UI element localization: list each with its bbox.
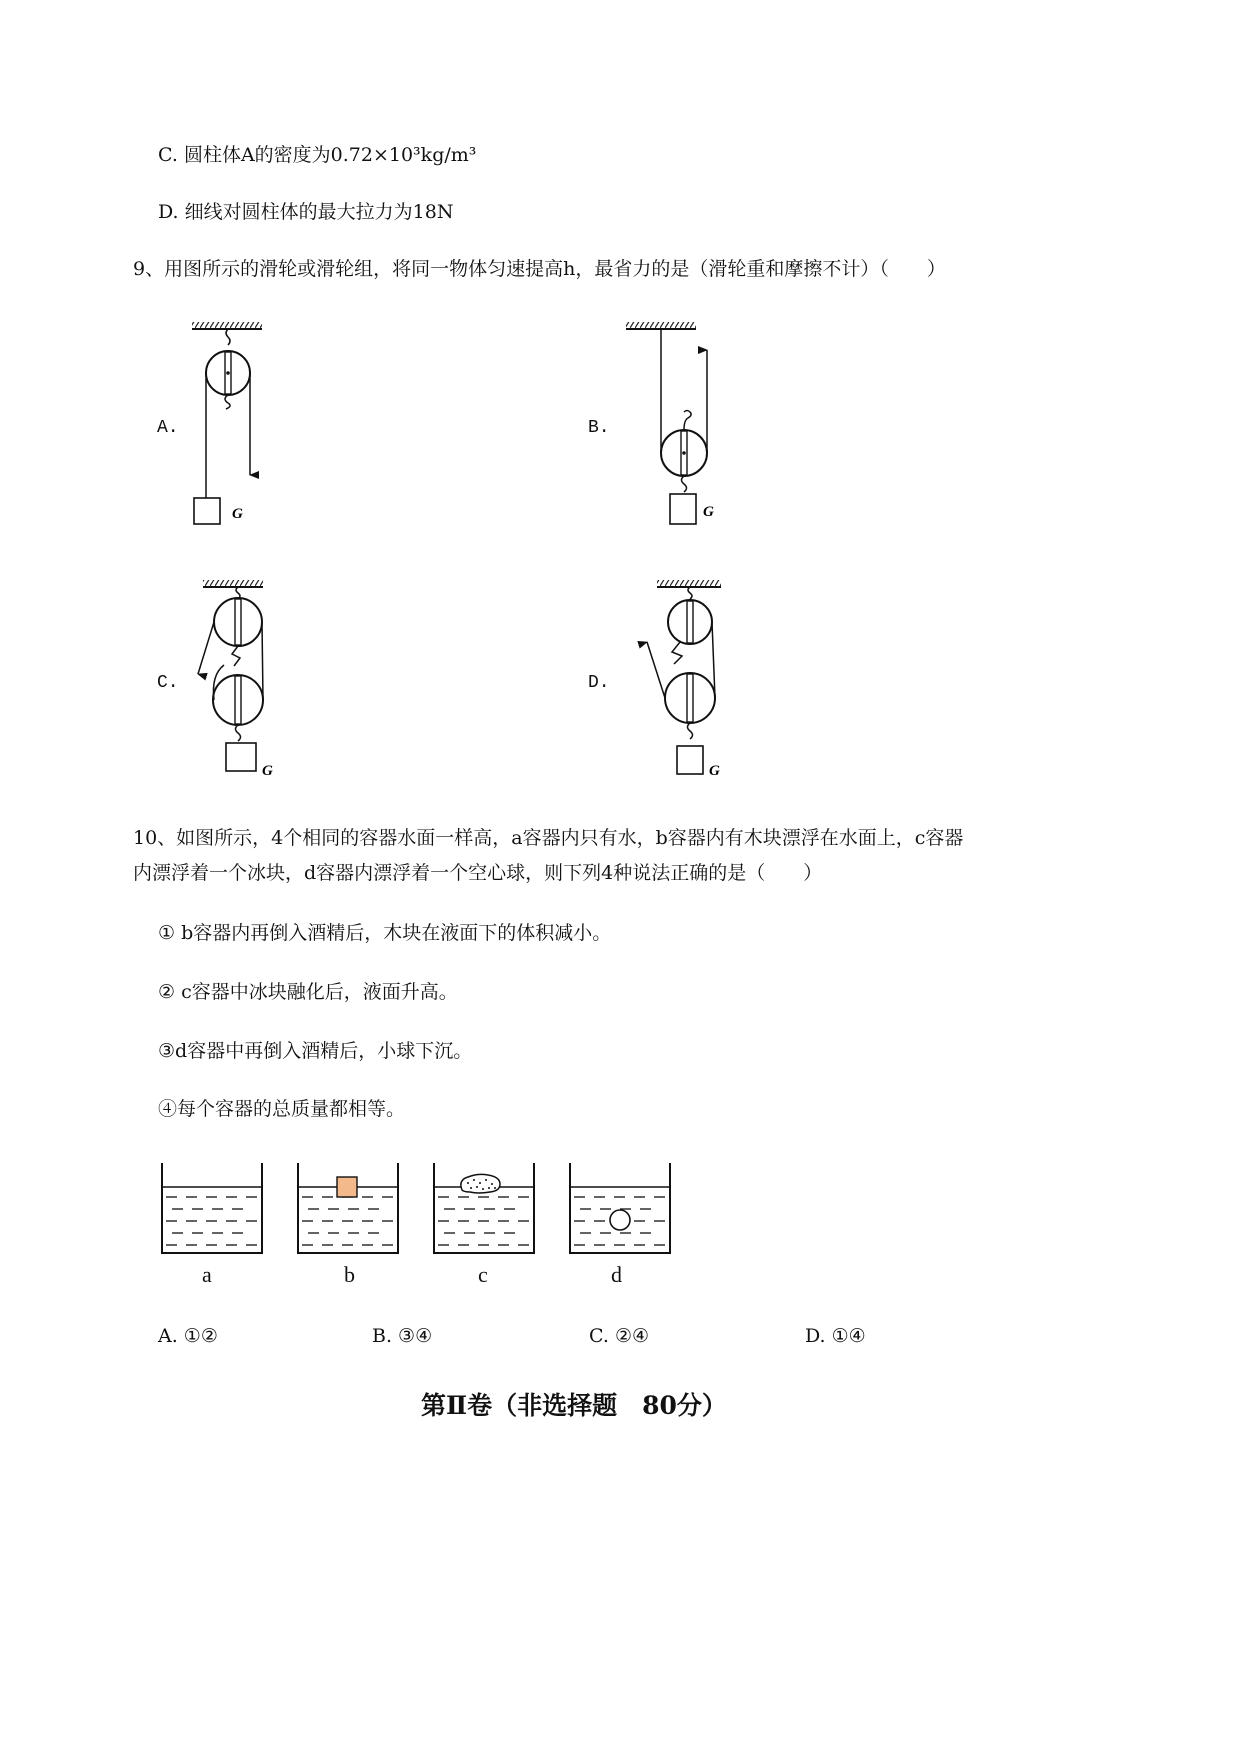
q9-option-a-label: A. bbox=[157, 418, 179, 438]
wood-block bbox=[337, 1177, 357, 1197]
weight-block bbox=[194, 498, 220, 524]
ceiling-hatch bbox=[192, 322, 262, 329]
container-label-d: d bbox=[611, 1262, 622, 1287]
container-label-b: b bbox=[344, 1262, 355, 1287]
container-label-c: c bbox=[478, 1262, 488, 1287]
statement-1: ① b容器内再倒入酒精后，木块在液面下的体积减小。 bbox=[158, 922, 612, 944]
q9-option-c-label: C. bbox=[157, 673, 179, 693]
container-label-a: a bbox=[202, 1262, 212, 1287]
section-title: 第Ⅱ卷（非选择题 80分） bbox=[421, 1391, 727, 1420]
fixed-pulley bbox=[206, 351, 250, 395]
pulley-figure-a bbox=[180, 320, 280, 535]
question-9-stem: 9、用图所示的滑轮或滑轮组，将同一物体匀速提高h，最省力的是（滑轮重和摩擦不计）（ ） bbox=[133, 258, 946, 280]
container-b bbox=[298, 1163, 398, 1253]
ceiling-hatch bbox=[657, 580, 721, 587]
weight-label: G bbox=[232, 506, 243, 522]
weight-block bbox=[670, 494, 696, 524]
containers-figure bbox=[150, 1155, 690, 1265]
container-d bbox=[570, 1163, 670, 1253]
weight-block bbox=[226, 743, 256, 771]
movable-pulley bbox=[213, 675, 263, 725]
option-c-prev: C. 圆柱体A的密度为0.72×10³kg/m³ bbox=[158, 144, 477, 166]
statement-2: ② c容器中冰块融化后，液面升高。 bbox=[158, 981, 458, 1003]
q9-option-b-label: B. bbox=[588, 418, 610, 438]
q9-option-d-label: D. bbox=[588, 673, 610, 693]
container-c bbox=[434, 1163, 534, 1253]
container-a bbox=[162, 1163, 262, 1253]
ceiling-hatch bbox=[203, 580, 263, 587]
choice-b: B. ③④ bbox=[372, 1325, 433, 1347]
pulley-figure-c bbox=[185, 578, 285, 788]
hollow-ball bbox=[610, 1210, 630, 1230]
choice-c: C. ②④ bbox=[589, 1325, 650, 1347]
weight-label: G bbox=[709, 763, 720, 779]
statement-3: ③d容器中再倒入酒精后，小球下沉。 bbox=[158, 1040, 473, 1062]
question-10-stem-line-1: 10、如图所示，4个相同的容器水面一样高，a容器内只有水，b容器内有木块漂浮在水面上，c容器 bbox=[133, 827, 964, 849]
pulley-figure-b bbox=[620, 320, 730, 535]
weight-block bbox=[677, 746, 703, 774]
question-10-stem-line-2: 内漂浮着一个冰块，d容器内漂浮着一个空心球，则下列4种说法正确的是（ ） bbox=[133, 862, 823, 884]
pulley-figure-d bbox=[635, 578, 735, 788]
weight-label: G bbox=[703, 504, 714, 520]
ceiling-hatch bbox=[626, 322, 696, 329]
movable-pulley bbox=[661, 430, 707, 476]
statement-4: ④每个容器的总质量都相等。 bbox=[158, 1098, 406, 1120]
fixed-pulley bbox=[668, 600, 712, 644]
option-d-prev: D. 细线对圆柱体的最大拉力为18N bbox=[158, 201, 454, 223]
weight-label: G bbox=[262, 763, 273, 779]
fixed-pulley bbox=[214, 598, 262, 646]
choice-d: D. ①④ bbox=[805, 1325, 866, 1347]
movable-pulley bbox=[665, 673, 715, 723]
choice-a: A. ①② bbox=[158, 1325, 218, 1347]
